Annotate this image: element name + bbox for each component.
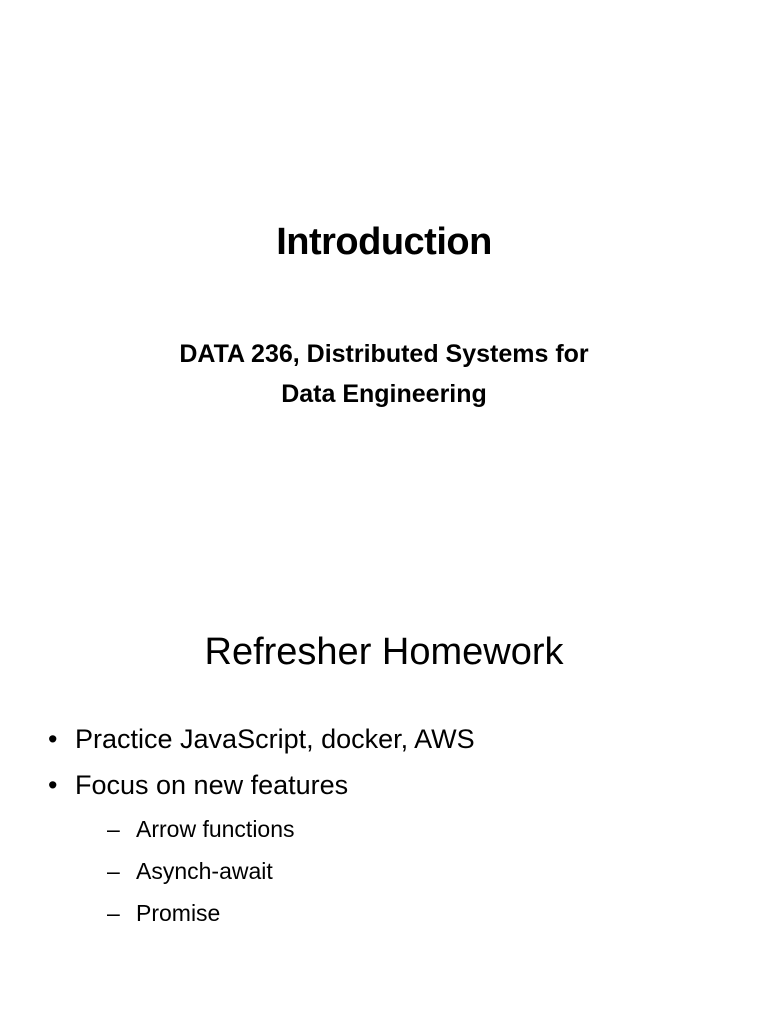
bullet-item [48, 716, 475, 762]
sub-bullet-item [75, 892, 475, 934]
sub-bullet-item [75, 850, 475, 892]
slide-refresher-homework [0, 512, 768, 1024]
sub-bullet-text: Arrow functions [136, 816, 295, 842]
sub-bullet-marker: – [107, 900, 120, 926]
bullet-marker: • [48, 770, 58, 800]
subtitle-line-1: DATA 236, Distributed Systems for [179, 340, 589, 368]
slide-title: Introduction [276, 221, 492, 263]
sub-bullet-text: Promise [136, 900, 221, 926]
bullet-marker: • [48, 724, 58, 754]
slide-subtitle [0, 334, 768, 414]
bullet-text: Practice JavaScript, docker, AWS [75, 724, 475, 754]
slide-title: Refresher Homework [204, 631, 564, 673]
sub-bullet-item [75, 808, 475, 850]
sub-bullet-list [75, 808, 475, 934]
bullet-item [48, 762, 475, 934]
bullet-list [48, 716, 475, 934]
bullet-text: Focus on new features [75, 770, 349, 800]
subtitle-line-2: Data Engineering [281, 380, 487, 408]
sub-bullet-marker: – [107, 858, 120, 884]
sub-bullet-marker: – [107, 816, 120, 842]
sub-bullet-text: Asynch-await [136, 858, 273, 884]
